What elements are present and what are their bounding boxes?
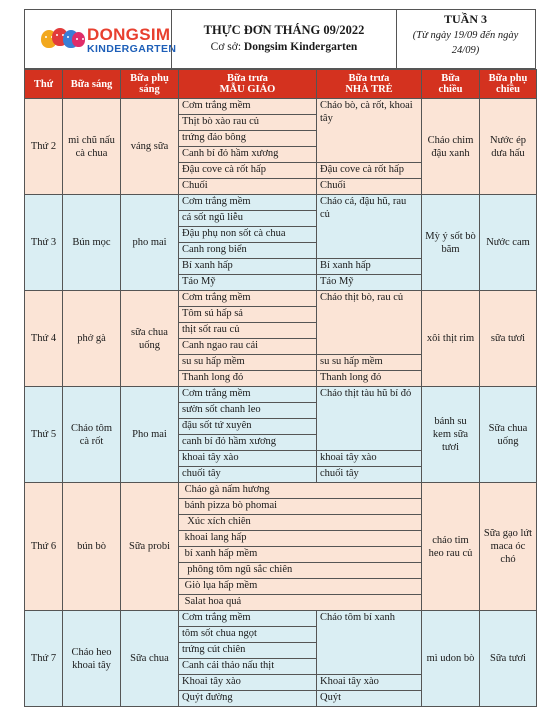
lunch-nursery-item: Bí xanh hấp [317, 259, 422, 275]
week-cell [396, 9, 536, 69]
snack-pm-cell: Sữa chua uống [480, 387, 537, 483]
lunch-combined-item: Salat hoa quả [179, 595, 422, 611]
brand-name: DONGSIM [87, 25, 171, 44]
lunch-kindergarten-item: Bí xanh hấp [179, 259, 317, 275]
logo-cell [24, 9, 177, 69]
lunch-kindergarten-item: Đậu phụ non sốt cà chua [179, 227, 317, 243]
snack-am-cell: Pho mai [121, 387, 179, 483]
lunch-kindergarten-item: trứng cút chiên [179, 643, 317, 659]
lunch-kindergarten-item: Táo Mỹ [179, 275, 317, 291]
dongsim-logo [41, 25, 177, 56]
page-title: THỰC ĐƠN THÁNG 09/2022 [203, 23, 365, 37]
lunch-nursery-item: Thanh long đỏ [317, 371, 422, 387]
lunch-kindergarten-item: Tôm sú hấp sả [179, 307, 317, 323]
day-label: Thứ 6 [25, 483, 63, 611]
breakfast-cell: Cháo tôm cà rốt [63, 387, 121, 483]
lunch-nursery-item: Táo Mỹ [317, 275, 422, 291]
lunch-nursery-main: Cháo bò, cà rốt, khoai tây [317, 99, 422, 163]
table-row [25, 195, 537, 211]
lunch-nursery-main: Cháo thịt tàu hũ bí đỏ [317, 387, 422, 451]
col-snack-pm: Bữa phụ chiều [480, 70, 537, 99]
facility-name: Dongsim Kindergarten [243, 41, 358, 53]
day-label: Thứ 4 [25, 291, 63, 387]
lunch-kindergarten-item: Chuối [179, 179, 317, 195]
lunch-kindergarten-item: Khoai tây xào [179, 675, 317, 691]
breakfast-cell: Cháo heo khoai tây [63, 611, 121, 707]
lunch-combined-item: bí xanh hấp mềm [179, 547, 422, 563]
lunch-nursery-item: Khoai tây xào [317, 675, 422, 691]
lunch-nursery-main: Cháo tôm bí xanh [317, 611, 422, 675]
lunch-kindergarten-item: Cơm trắng mềm [179, 99, 317, 115]
col-day: Thứ [25, 70, 63, 99]
table-header-row [25, 70, 537, 99]
lunch-kindergarten-item: Canh cải thảo nấu thịt [179, 659, 317, 675]
snack-pm-cell: Nước cam [480, 195, 537, 291]
lunch-kindergarten-item: Đậu cove cà rốt hấp [179, 163, 317, 179]
lunch-kindergarten-item: sườn sốt chanh leo [179, 403, 317, 419]
snack-pm-cell: sữa tươi [480, 291, 537, 387]
day-label: Thứ 7 [25, 611, 63, 707]
lunch-kindergarten-item: khoai tây xào [179, 451, 317, 467]
lunch-nursery-item: Quýt [317, 691, 422, 707]
lunch-kindergarten-item: Thanh long đỏ [179, 371, 317, 387]
lunch-kindergarten-item: Cơm trắng mềm [179, 387, 317, 403]
lunch-nursery-item: chuối tây [317, 467, 422, 483]
day-label: Thứ 3 [25, 195, 63, 291]
table-row [25, 99, 537, 115]
table-row [25, 387, 537, 403]
breakfast-cell: mì chũ nấu cà chua [63, 99, 121, 195]
table-row [25, 483, 537, 499]
col-snack-am: Bữa phụ sáng [121, 70, 179, 99]
lunch-kindergarten-item: Cơm trắng mềm [179, 611, 317, 627]
lunch-nursery-main: Cháo cá, đậu hũ, rau củ [317, 195, 422, 259]
afternoon-cell: mì udon bò [422, 611, 480, 707]
lunch-kindergarten-item: cá sốt ngũ liễu [179, 211, 317, 227]
snack-pm-cell: Sữa tươi [480, 611, 537, 707]
snack-pm-cell: Sữa gạo lứt maca óc chó [480, 483, 537, 611]
menu-table [24, 69, 537, 707]
lunch-nursery-item: Chuối [317, 179, 422, 195]
col-lunch-kindergarten: Bữa trưa MẪU GIÁO [179, 70, 317, 99]
lunch-kindergarten-item: thịt sốt rau củ [179, 323, 317, 339]
lunch-combined-item: Giò lụa hấp mềm [179, 579, 422, 595]
day-label: Thứ 2 [25, 99, 63, 195]
breakfast-cell: Bún mọc [63, 195, 121, 291]
lunch-kindergarten-item: canh bí đỏ hầm xương [179, 435, 317, 451]
snack-am-cell: Sữa chua [121, 611, 179, 707]
lunch-kindergarten-item: Canh ngao rau cải [179, 339, 317, 355]
snack-am-cell: Sữa probi [121, 483, 179, 611]
week-label: TUẦN 3 [443, 12, 487, 26]
lunch-kindergarten-item: chuối tây [179, 467, 317, 483]
snack-am-cell: sữa chua uống [121, 291, 179, 387]
afternoon-cell: xôi thịt rim [422, 291, 480, 387]
lunch-combined-item: phông tôm ngũ sắc chiên [179, 563, 422, 579]
snack-pm-cell: Nước ép dưa hấu [480, 99, 537, 195]
lunch-kindergarten-item: Cơm trắng mềm [179, 291, 317, 307]
lunch-kindergarten-item: Thịt bò xào rau củ [179, 115, 317, 131]
facility-line: Cơ sở: Dongsim Kindergarten [210, 41, 358, 53]
lunch-nursery-item: khoai tây xào [317, 451, 422, 467]
lunch-kindergarten-item: Quýt đường [179, 691, 317, 707]
lunch-kindergarten-item: su su hấp mềm [179, 355, 317, 371]
col-breakfast: Bữa sáng [63, 70, 121, 99]
lunch-nursery-item: su su hấp mềm [317, 355, 422, 371]
brand-subtitle: KINDERGARTEN [87, 43, 177, 55]
lunch-combined-item: khoai lang hấp [179, 531, 422, 547]
lunch-kindergarten-item: Canh bí đỏ hầm xương [179, 147, 317, 163]
lunch-kindergarten-item: Canh rong biển [179, 243, 317, 259]
menu-header [24, 9, 536, 69]
afternoon-cell: Mỳ ý sốt bò băm [422, 195, 480, 291]
table-row [25, 291, 537, 307]
snack-am-cell: váng sữa [121, 99, 179, 195]
title-cell [171, 9, 397, 69]
afternoon-cell: cháo tim heo rau củ [422, 483, 480, 611]
breakfast-cell: phở gà [63, 291, 121, 387]
day-label: Thứ 5 [25, 387, 63, 483]
lunch-kindergarten-item: trứng đảo bông [179, 131, 317, 147]
col-lunch-nursery: Bữa trưa NHÀ TRẺ [317, 70, 422, 99]
date-range: (Từ ngày 19/09 đến ngày 24/09) [412, 30, 519, 56]
lunch-kindergarten-item: tôm sốt chua ngọt [179, 627, 317, 643]
lunch-kindergarten-item: Cơm trắng mềm [179, 195, 317, 211]
lunch-combined-item: Xúc xích chiên [179, 515, 422, 531]
lunch-combined-item: bánh pizza bò phomai [179, 499, 422, 515]
lunch-nursery-item: Đậu cove cà rốt hấp [317, 163, 422, 179]
col-afternoon: Bữa chiều [422, 70, 480, 99]
snack-am-cell: pho mai [121, 195, 179, 291]
afternoon-cell: Cháo chim đậu xanh [422, 99, 480, 195]
afternoon-cell: bánh su kem sữa tươi [422, 387, 480, 483]
lunch-combined-item: Cháo gà nấm hương [179, 483, 422, 499]
breakfast-cell: bún bò [63, 483, 121, 611]
lunch-kindergarten-item: đậu sốt tứ xuyên [179, 419, 317, 435]
table-row [25, 611, 537, 627]
lunch-nursery-main: Cháo thịt bò, rau củ [317, 291, 422, 355]
kids-faces-icon [41, 30, 87, 52]
